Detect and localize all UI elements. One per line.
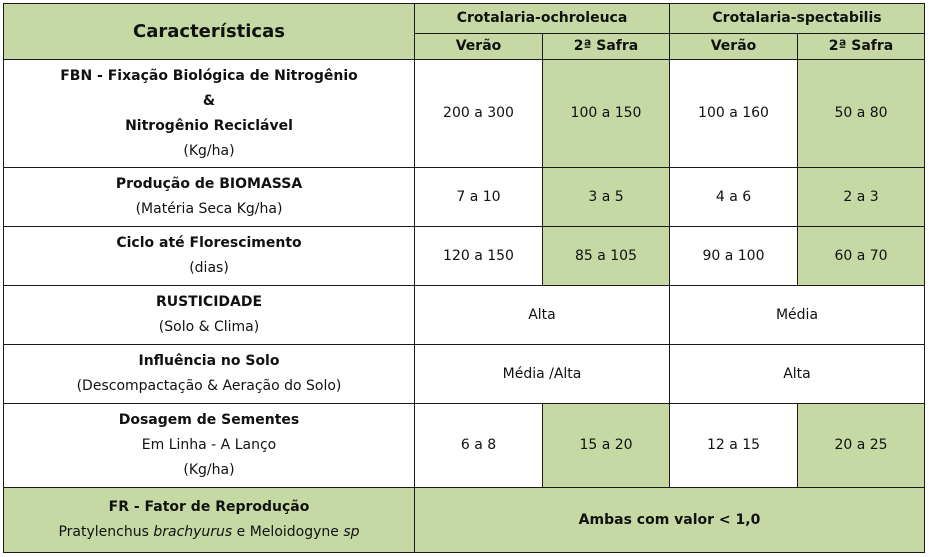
crotalaria-comparison-table — [3, 3, 925, 553]
cell-value: Alta — [670, 345, 925, 404]
cell-value: 20 a 25 — [798, 404, 925, 488]
cell-value: 50 a 80 — [798, 60, 925, 168]
row-label-biomassa: Produção de BIOMASSA (Matéria Seca Kg/ha) — [4, 168, 415, 227]
season-ochroleuca-safra: 2ª Safra — [543, 34, 670, 60]
species-names: Pratylenchus brachyurus e Meloidogyne sp — [58, 524, 360, 540]
season-spectabilis-verao: Verão — [670, 34, 798, 60]
row-label-dosagem: Dosagem de Sementes Em Linha - A Lanço (Kg/ha) — [4, 404, 415, 488]
cell-value: 100 a 160 — [670, 60, 798, 168]
cell-value: 200 a 300 — [415, 60, 543, 168]
characteristics-header: Características — [4, 4, 415, 60]
cell-value: 2 a 3 — [798, 168, 925, 227]
table-row-influencia — [4, 345, 925, 404]
cell-value: 85 a 105 — [543, 227, 670, 286]
cell-value: 3 a 5 — [543, 168, 670, 227]
table-row-fr — [4, 488, 925, 553]
table-row-biomassa — [4, 168, 925, 227]
cell-value: 120 a 150 — [415, 227, 543, 286]
row-label-rusticidade: RUSTICIDADE (Solo & Clima) — [4, 286, 415, 345]
cell-value: Média — [670, 286, 925, 345]
table-row-ciclo — [4, 227, 925, 286]
cell-value: 90 a 100 — [670, 227, 798, 286]
cell-value: Ambas com valor < 1,0 — [415, 488, 925, 553]
cell-value: 100 a 150 — [543, 60, 670, 168]
row-label-ciclo: Ciclo até Florescimento (dias) — [4, 227, 415, 286]
table-row-rusticidade — [4, 286, 925, 345]
row-label-fbn: FBN - Fixação Biológica de Nitrogênio & Nitrogênio Reciclável (Kg/ha) — [4, 60, 415, 168]
cell-value: 6 a 8 — [415, 404, 543, 488]
row-label-influencia: Influência no Solo (Descompactação & Aeração do Solo) — [4, 345, 415, 404]
cell-value: 60 a 70 — [798, 227, 925, 286]
cell-value: Média /Alta — [415, 345, 670, 404]
cell-value: 12 a 15 — [670, 404, 798, 488]
table-row-dosagem — [4, 404, 925, 488]
cell-value: 4 a 6 — [670, 168, 798, 227]
season-ochroleuca-verao: Verão — [415, 34, 543, 60]
cell-value: 7 a 10 — [415, 168, 543, 227]
table-row-fbn — [4, 60, 925, 168]
species-ochroleuca-header: Crotalaria-ochroleuca — [415, 4, 670, 34]
cell-value: 15 a 20 — [543, 404, 670, 488]
row-label-fr: FR - Fator de Reprodução Pratylenchus brachyurus e Meloidogyne sp — [4, 488, 415, 553]
season-spectabilis-safra: 2ª Safra — [798, 34, 925, 60]
cell-value: Alta — [415, 286, 670, 345]
species-spectabilis-header: Crotalaria-spectabilis — [670, 4, 925, 34]
